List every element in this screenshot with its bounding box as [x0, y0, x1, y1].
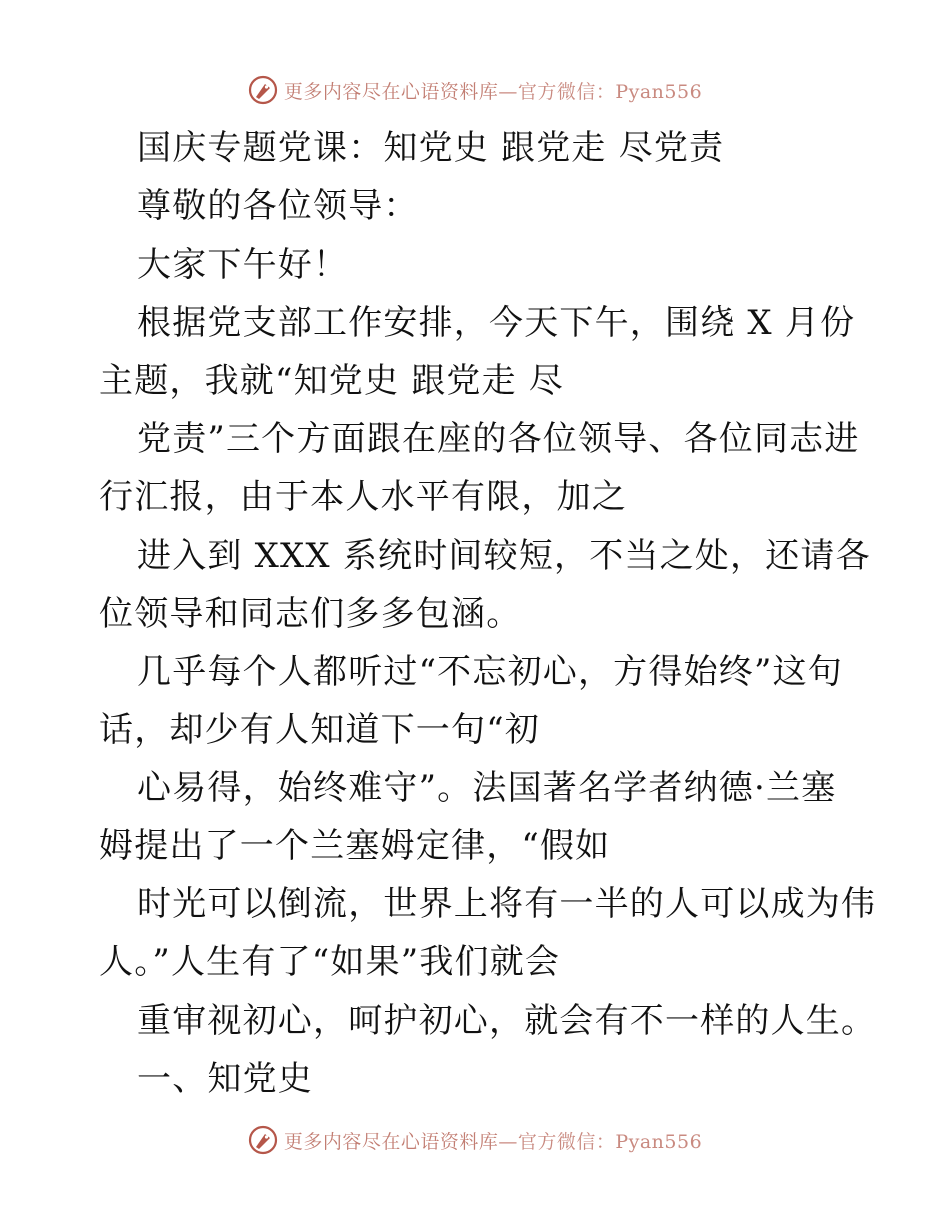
paragraph-line: 根据党支部工作安排，今天下午，围绕 X 月份 [137, 303, 856, 343]
paragraph-line: 心易得，始终难守”。法国著名学者纳德·兰塞 [137, 768, 837, 808]
footer-banner [0, 1120, 950, 1160]
header-banner [0, 70, 950, 110]
paragraph-line: 进入到 XXX 系统时间较短，不当之处，还请各 [137, 536, 871, 576]
pen-nib-circle-icon [248, 1125, 278, 1155]
header-wechat: —官方微信：Pyan556 [498, 80, 703, 103]
greeting: 大家下午好！ [137, 245, 349, 285]
pen-nib-circle-icon [248, 75, 278, 105]
paragraph-line: 话，却少有人知道下一句“初 [99, 710, 540, 750]
footer-watermark-text [284, 1127, 702, 1154]
header-watermark-text [284, 77, 702, 104]
salutation: 尊敬的各位领导： [137, 186, 419, 226]
header-brand: 更多内容尽在心语资料库 [283, 80, 499, 103]
paragraph-line: 主题，我就“知党史 跟党走 尽 [99, 361, 564, 401]
paragraph-line: 人。”人生有了“如果”我们就会 [99, 942, 561, 982]
document-title: 国庆专题党课：知党史 跟党走 尽党责 [137, 128, 725, 168]
paragraph-line: 重审视初心，呵护初心，就会有不一样的人生。 [137, 1001, 877, 1041]
paragraph-line: 姆提出了一个兰塞姆定律，“假如 [99, 826, 611, 866]
paragraph-line: 行汇报，由于本人水平有限，加之 [99, 477, 627, 517]
paragraph-line: 党责”三个方面跟在座的各位领导、各位同志进 [137, 419, 860, 459]
footer-wechat: —官方微信：Pyan556 [498, 1130, 703, 1153]
paragraph-line: 位领导和同志们多多包涵。 [99, 594, 522, 634]
section-heading: 一、知党史 [137, 1059, 313, 1099]
paragraph-line: 时光可以倒流，世界上将有一半的人可以成为伟 [137, 884, 877, 924]
paragraph-line: 几乎每个人都听过“不忘初心，方得始终”这句 [137, 652, 843, 692]
footer-brand: 更多内容尽在心语资料库 [283, 1130, 499, 1153]
